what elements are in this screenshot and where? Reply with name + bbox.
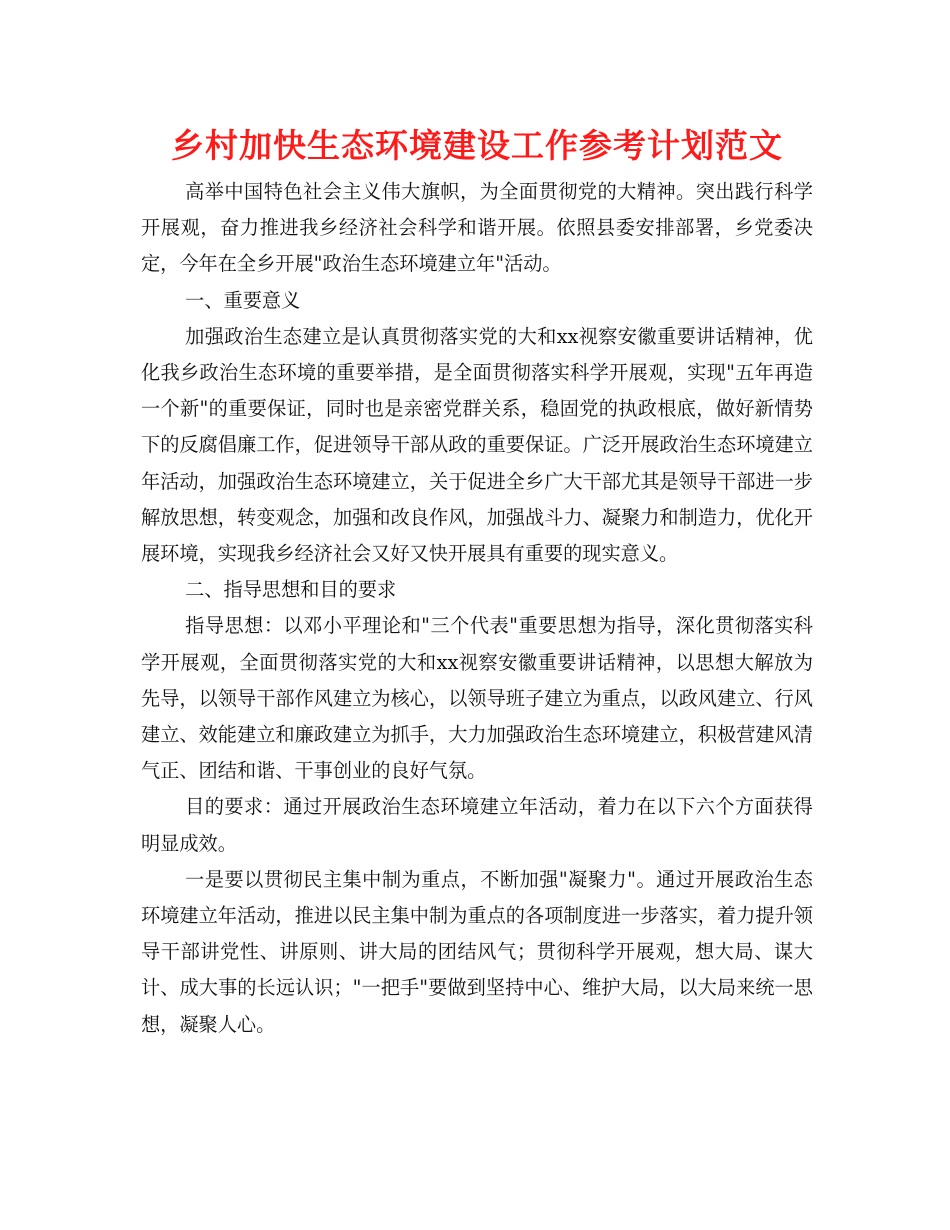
paragraph-intro: 高举中国特色社会主义伟大旗帜，为全面贯彻党的大精神。突出践行科学开展观，奋力推进我乡经济社会科学和谐开展。依照县委安排部署，乡党委决定，今年在全乡开展"政治生态环境建立年"活动。 xyxy=(141,180,813,276)
section-heading-significance: 一、重要意义 xyxy=(185,288,301,312)
paragraph-goal-requirements: 目的要求：通过开展政治生态环境建立年活动，着力在以下六个方面获得明显成效。 xyxy=(141,795,813,855)
document-page xyxy=(141,118,813,1043)
paragraph-point-one: 一是要以贯彻民主集中制为重点，不断加强"凝聚力"。通过开展政治生态环境建立年活动，推进以民主集中制为重点的各项制度进一步落实，着力提升领导干部讲党性、讲原则、讲大局的团结风气；贯彻科学开展观，想大局、谋大计、成大事的长远认识；"一把手"要做到坚持中心、维护大局，以大局来统一思想，凝聚人心。 xyxy=(141,867,813,1036)
document-body xyxy=(141,174,813,1043)
paragraph-significance: 加强政治生态建立是认真贯彻落实党的大和xx视察安徽重要讲话精神，优化我乡政治生态环境的重要举措，是全面贯彻落实科学开展观，实现"五年再造一个新"的重要保证，同时也是亲密党群关系，稳固党的执政根底，做好新情势下的反腐倡廉工作，促进领导干部从政的重要保证。广泛开展政治生态环境建立年活动，加强政治生态环境建立，关于促进全乡广大干部尤其是领导干部进一步解放思想，转变观念，加强和改良作风，加强战斗力、凝聚力和制造力，优化开展环境，实现我乡经济社会又好又快开展具有重要的现实意义。 xyxy=(141,324,813,566)
document-title: 乡村加快生态环境建设工作参考计划范文 xyxy=(171,126,783,165)
section-heading-guiding-thought: 二、指导思想和目的要求 xyxy=(185,578,397,602)
paragraph-guiding-thought: 指导思想：以邓小平理论和"三个代表"重要思想为指导，深化贯彻落实科学开展观，全面贯彻落实党的大和xx视察安徽重要讲话精神，以思想大解放为先导，以领导干部作风建立为核心，以领导班子建立为重点，以政风建立、行风建立、效能建立和廉政建立为抓手，大力加强政治生态环境建立，积极营建风清气正、团结和谐、干事创业的良好气氛。 xyxy=(141,614,813,783)
